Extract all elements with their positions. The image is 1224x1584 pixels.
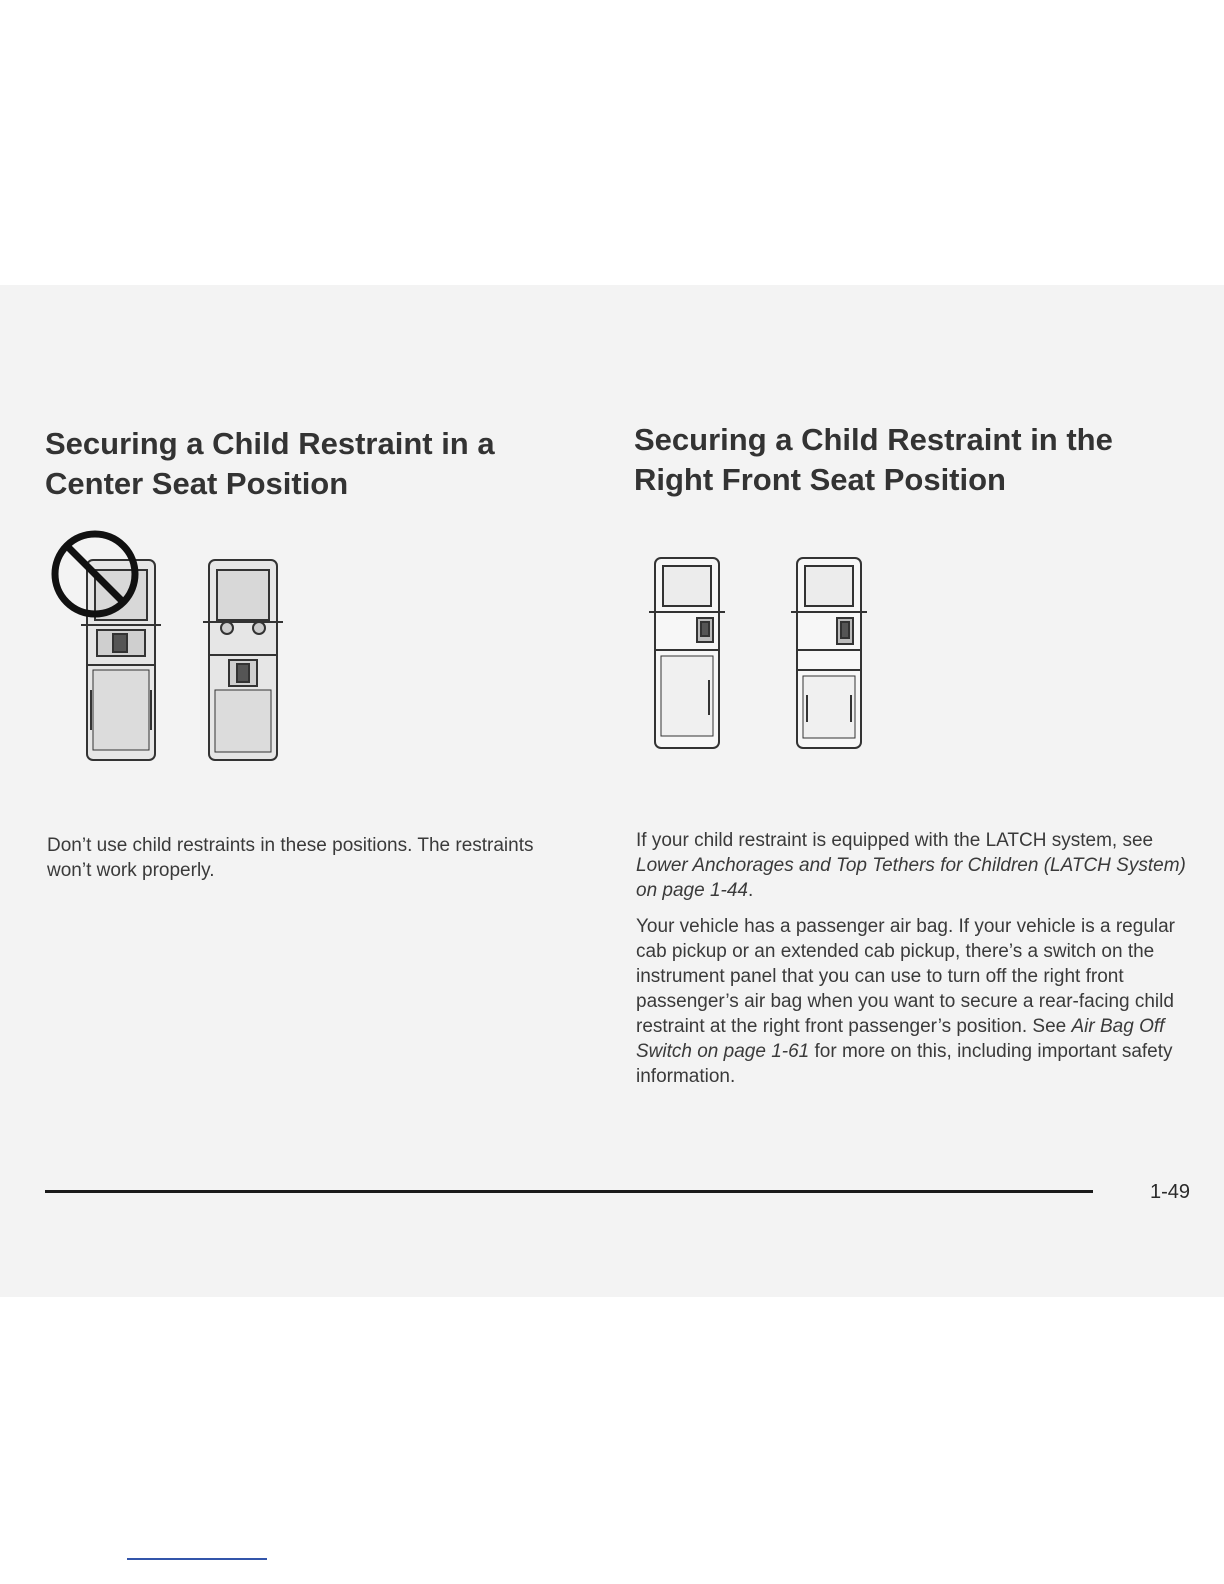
- heading-center-seat-line1: Securing a Child Restraint in a: [45, 426, 495, 461]
- center-seat-warning-text: Don’t use child restraints in these positions. The restraints won’t work properly.: [47, 835, 534, 881]
- heading-right-front-seat: [634, 420, 1113, 500]
- heading-center-seat: [45, 424, 495, 504]
- right-front-seat-illustration: [645, 550, 885, 760]
- latch-text-end: .: [748, 880, 754, 901]
- air-bag-paragraph: [636, 914, 1196, 1089]
- air-bag-switch-link[interactable]: Air Bag Off Switch on page 1-61: [636, 1016, 1165, 1062]
- heading-right-front-line1: Securing a Child Restraint in the: [634, 422, 1113, 457]
- latch-reference-paragraph: [636, 828, 1196, 903]
- air-bag-text: Your vehicle has a passenger air bag. If your vehicle is a regular cab pickup or an extended cab pickup, there’s a switch on the instrument panel that you can use to turn off the right front passenger’s air bag when you want to secure a rear-facing child restraint at the right front passenger’s position. See: [636, 916, 1175, 1037]
- air-bag-text-end: for more on this, including important safety information.: [636, 1041, 1173, 1087]
- latch-reference-link[interactable]: Lower Anchorages and Top Tethers for Children (LATCH System) on page 1-44: [636, 855, 1186, 901]
- bottom-link-underline: [127, 1558, 267, 1560]
- center-seat-illustration: [45, 530, 295, 770]
- latch-text: If your child restraint is equipped with the LATCH system, see: [636, 830, 1154, 851]
- heading-right-front-line2: Right Front Seat Position: [634, 462, 1006, 497]
- vehicle-diagram-left: [81, 560, 161, 760]
- vehicle-diagram-right-front: [791, 558, 867, 748]
- vehicle-diagram-left-front: [649, 558, 725, 748]
- page-number: 1-49: [1150, 1181, 1191, 1203]
- vehicle-diagram-right: [203, 560, 283, 760]
- heading-center-seat-line2: Center Seat Position: [45, 466, 349, 501]
- footer-rule: [45, 1190, 1093, 1193]
